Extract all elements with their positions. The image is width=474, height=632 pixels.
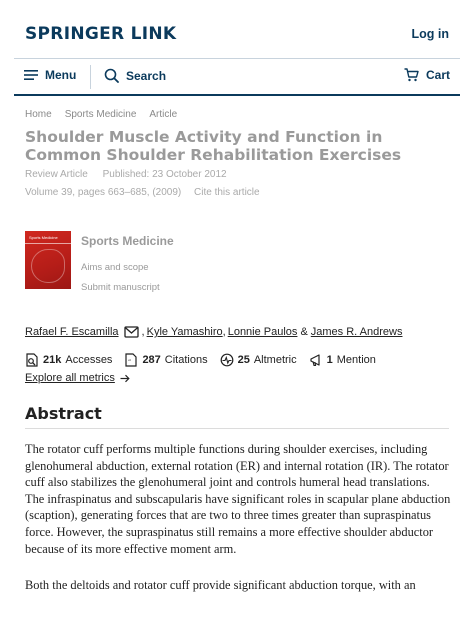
- search-button[interactable]: [104, 68, 166, 83]
- explore-metrics-label: Explore all metrics: [25, 372, 115, 384]
- megaphone-icon: [309, 353, 323, 367]
- aims-and-scope-link[interactable]: Aims and scope: [81, 262, 149, 273]
- cart-button[interactable]: [404, 68, 450, 82]
- abstract-paragraph: Both the deltoids and rotator cuff provide significant abduction torque, with an: [25, 578, 416, 592]
- mention-label: Mention: [336, 354, 376, 366]
- journal-name-link[interactable]: Sports Medicine: [81, 234, 174, 248]
- abstract-heading: Abstract: [25, 404, 102, 423]
- nav-bar: [14, 58, 460, 96]
- mention-metric: [309, 353, 376, 367]
- search-label: Search: [126, 68, 167, 83]
- altmetric-metric[interactable]: [220, 353, 297, 367]
- article-type: Review Article: [25, 169, 88, 180]
- breadcrumb-home[interactable]: Home: [25, 109, 52, 120]
- cite-this-article-link[interactable]: Cite this article: [194, 187, 260, 198]
- breadcrumb-journal[interactable]: Sports Medicine: [64, 109, 137, 120]
- nav-divider: [90, 65, 91, 89]
- author-link[interactable]: James R. Andrews: [310, 326, 403, 338]
- article-citation-info: [25, 187, 260, 198]
- citations-metric: [124, 353, 207, 367]
- article-title: Shoulder Muscle Activity and Function in Common Shoulder Rehabilitation Exercises: [25, 128, 402, 164]
- metrics-bar: [25, 353, 388, 367]
- arrow-right-icon: [120, 374, 130, 383]
- published-date: Published: 23 October 2012: [102, 169, 227, 180]
- email-icon[interactable]: [124, 326, 139, 338]
- article-meta: [25, 169, 227, 180]
- volume-pages: Volume 39, pages 663–685, (2009): [25, 187, 182, 198]
- cover-title: Sports Medicine: [29, 235, 58, 240]
- abstract-paragraph: The rotator cuff performs multiple functions during shoulder exercises, including glenohumeral abduction, external rotation (ER) and internal rotation (IR). The rotator cuff also stabilizes the glenohumeral joint and controls humeral head translations. The infraspinatus and subscapularis have significant roles in scapular plane abduction (scaption), generating forces that are two to three times greater than supraspinatus force. However, the supraspinatus still remains a more effective shoulder abductor because of its more effective moment arm.: [25, 442, 451, 556]
- author-separator: ,: [222, 326, 226, 338]
- springer-link-logo[interactable]: SPRINGER LINK: [25, 24, 177, 44]
- altmetric-label: Altmetric: [253, 354, 297, 366]
- accesses-value: 21k: [43, 354, 62, 366]
- author-link[interactable]: Rafael F. Escamilla: [25, 326, 119, 338]
- author-list: [25, 326, 402, 338]
- submit-manuscript-link[interactable]: Submit manuscript: [81, 282, 160, 293]
- accesses-icon: [25, 353, 39, 367]
- cover-stripe: [25, 243, 71, 244]
- login-link[interactable]: Log in: [411, 27, 449, 41]
- citations-icon: [124, 353, 138, 367]
- accesses-label: Accesses: [65, 354, 113, 366]
- hamburger-icon: [24, 69, 38, 81]
- mention-value: 1: [326, 354, 333, 366]
- breadcrumb: [25, 109, 177, 120]
- citations-label: Citations: [164, 354, 208, 366]
- svg-text:”: ”: [128, 359, 132, 366]
- cart-icon: [404, 68, 419, 82]
- search-icon: [104, 68, 119, 83]
- abstract-divider: [25, 428, 449, 429]
- citations-value: 287: [142, 354, 161, 366]
- author-link[interactable]: Lonnie Paulos: [227, 326, 298, 338]
- altmetric-icon: [220, 353, 234, 367]
- explore-metrics-link[interactable]: [25, 372, 130, 384]
- menu-button[interactable]: [24, 68, 76, 82]
- menu-label: Menu: [45, 68, 77, 82]
- author-separator: ,: [141, 326, 145, 338]
- altmetric-value: 25: [237, 354, 250, 366]
- author-separator: &: [300, 326, 308, 338]
- cart-label: Cart: [425, 68, 450, 82]
- author-link[interactable]: Kyle Yamashiro: [146, 326, 223, 338]
- cover-figure: [31, 249, 65, 283]
- top-bar: [0, 0, 474, 58]
- breadcrumb-article: Article: [149, 109, 178, 120]
- accesses-metric: [25, 353, 112, 367]
- journal-cover-image[interactable]: [25, 231, 71, 289]
